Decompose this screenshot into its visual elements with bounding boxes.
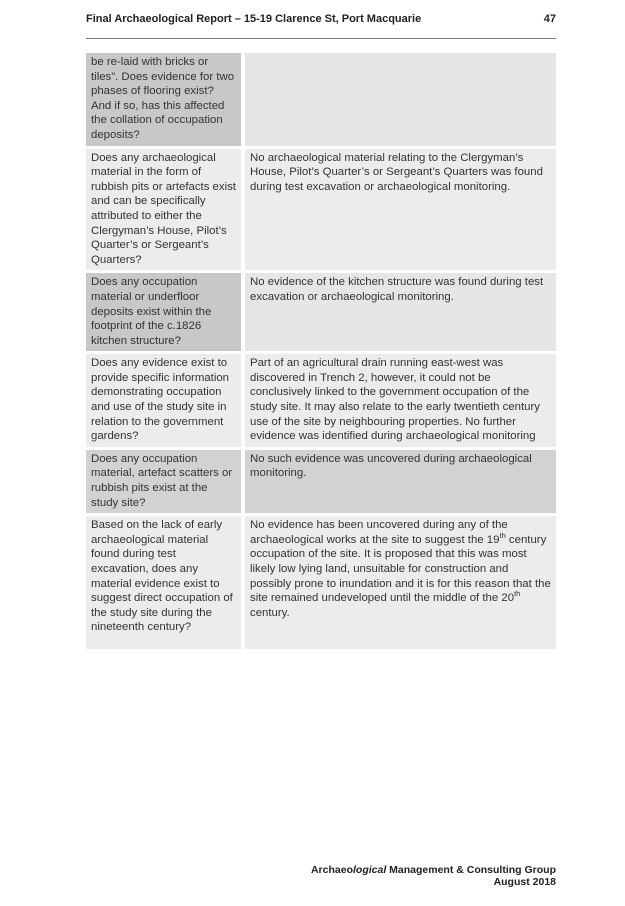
answer-cell bbox=[241, 516, 556, 652]
question-cell: Does any archaeological material in the form of rubbish pits or artefacts exist and can be specifically attributed to either the Clergyman’s House, Pilot’s Quarter’s or Sergeant’s Quarters? bbox=[86, 149, 241, 274]
answer-text: century occupation of the site. It is proposed that this was most likely low lying land, unsuitable for construction and possibly prone to inundation and it is for this reason that the site remained undeveloped until the middle of the 20 bbox=[250, 533, 551, 605]
page-footer bbox=[311, 864, 556, 888]
answer-text: No evidence has been uncovered during any of the archaeological works at the site to suggest the 19 bbox=[250, 519, 508, 546]
table-row bbox=[86, 149, 556, 274]
superscript: th bbox=[514, 589, 521, 599]
questions-table bbox=[86, 53, 556, 652]
question-cell: Does any evidence exist to provide specific information demonstrating occupation and use of the study site in relation to the government gardens? bbox=[86, 354, 241, 450]
page-number: 47 bbox=[543, 13, 556, 25]
org-name-part: Management & Consulting Group bbox=[386, 864, 556, 876]
answer-cell: No evidence of the kitchen structure was found during test excavation or archaeological monitoring. bbox=[241, 273, 556, 354]
superscript: th bbox=[499, 531, 506, 541]
report-date: August 2018 bbox=[493, 876, 556, 888]
table-row bbox=[86, 53, 556, 149]
question-cell: Does any occupation material, artefact scatters or rubbish pits exist at the study site? bbox=[86, 450, 241, 516]
table-row bbox=[86, 516, 556, 652]
answer-cell: Part of an agricultural drain running east-west was discovered in Trench 2, however, it could not be conclusively linked to the government occupation of the study site. It may also relate to the early twentieth century use of the site by neighbouring properties. No further evidence was identified during archaeological monitoring bbox=[241, 354, 556, 450]
page-header bbox=[86, 10, 556, 39]
answer-cell bbox=[241, 53, 556, 149]
table-row bbox=[86, 450, 556, 516]
answer-cell: No such evidence was uncovered during archaeological monitoring. bbox=[241, 450, 556, 516]
org-name-part: Archaeo bbox=[310, 864, 353, 876]
organisation-name bbox=[311, 864, 556, 876]
report-title: Final Archaeological Report – 15-19 Clarence St, Port Macquarie bbox=[86, 13, 422, 25]
table-row bbox=[86, 273, 556, 354]
org-name-italic: logical bbox=[352, 864, 387, 876]
question-cell: be re-laid with bricks or tiles”. Does evidence for two phases of flooring exist? And if so, has this affected the collation of occupation deposits? bbox=[86, 53, 241, 149]
question-cell: Does any occupation material or underfloor deposits exist within the footprint of the c.1826 kitchen structure? bbox=[86, 273, 241, 354]
table-row bbox=[86, 354, 556, 450]
answer-cell: No archaeological material relating to the Clergyman’s House, Pilot’s Quarter’s or Sergeant’s Quarters was found during test excavation or archaeological monitoring. bbox=[241, 149, 556, 274]
answer-text: century. bbox=[250, 606, 290, 619]
question-cell: Based on the lack of early archaeological material found during test excavation, does any material evidence exist to suggest direct occupation of the study site during the nineteenth century? bbox=[86, 516, 241, 652]
